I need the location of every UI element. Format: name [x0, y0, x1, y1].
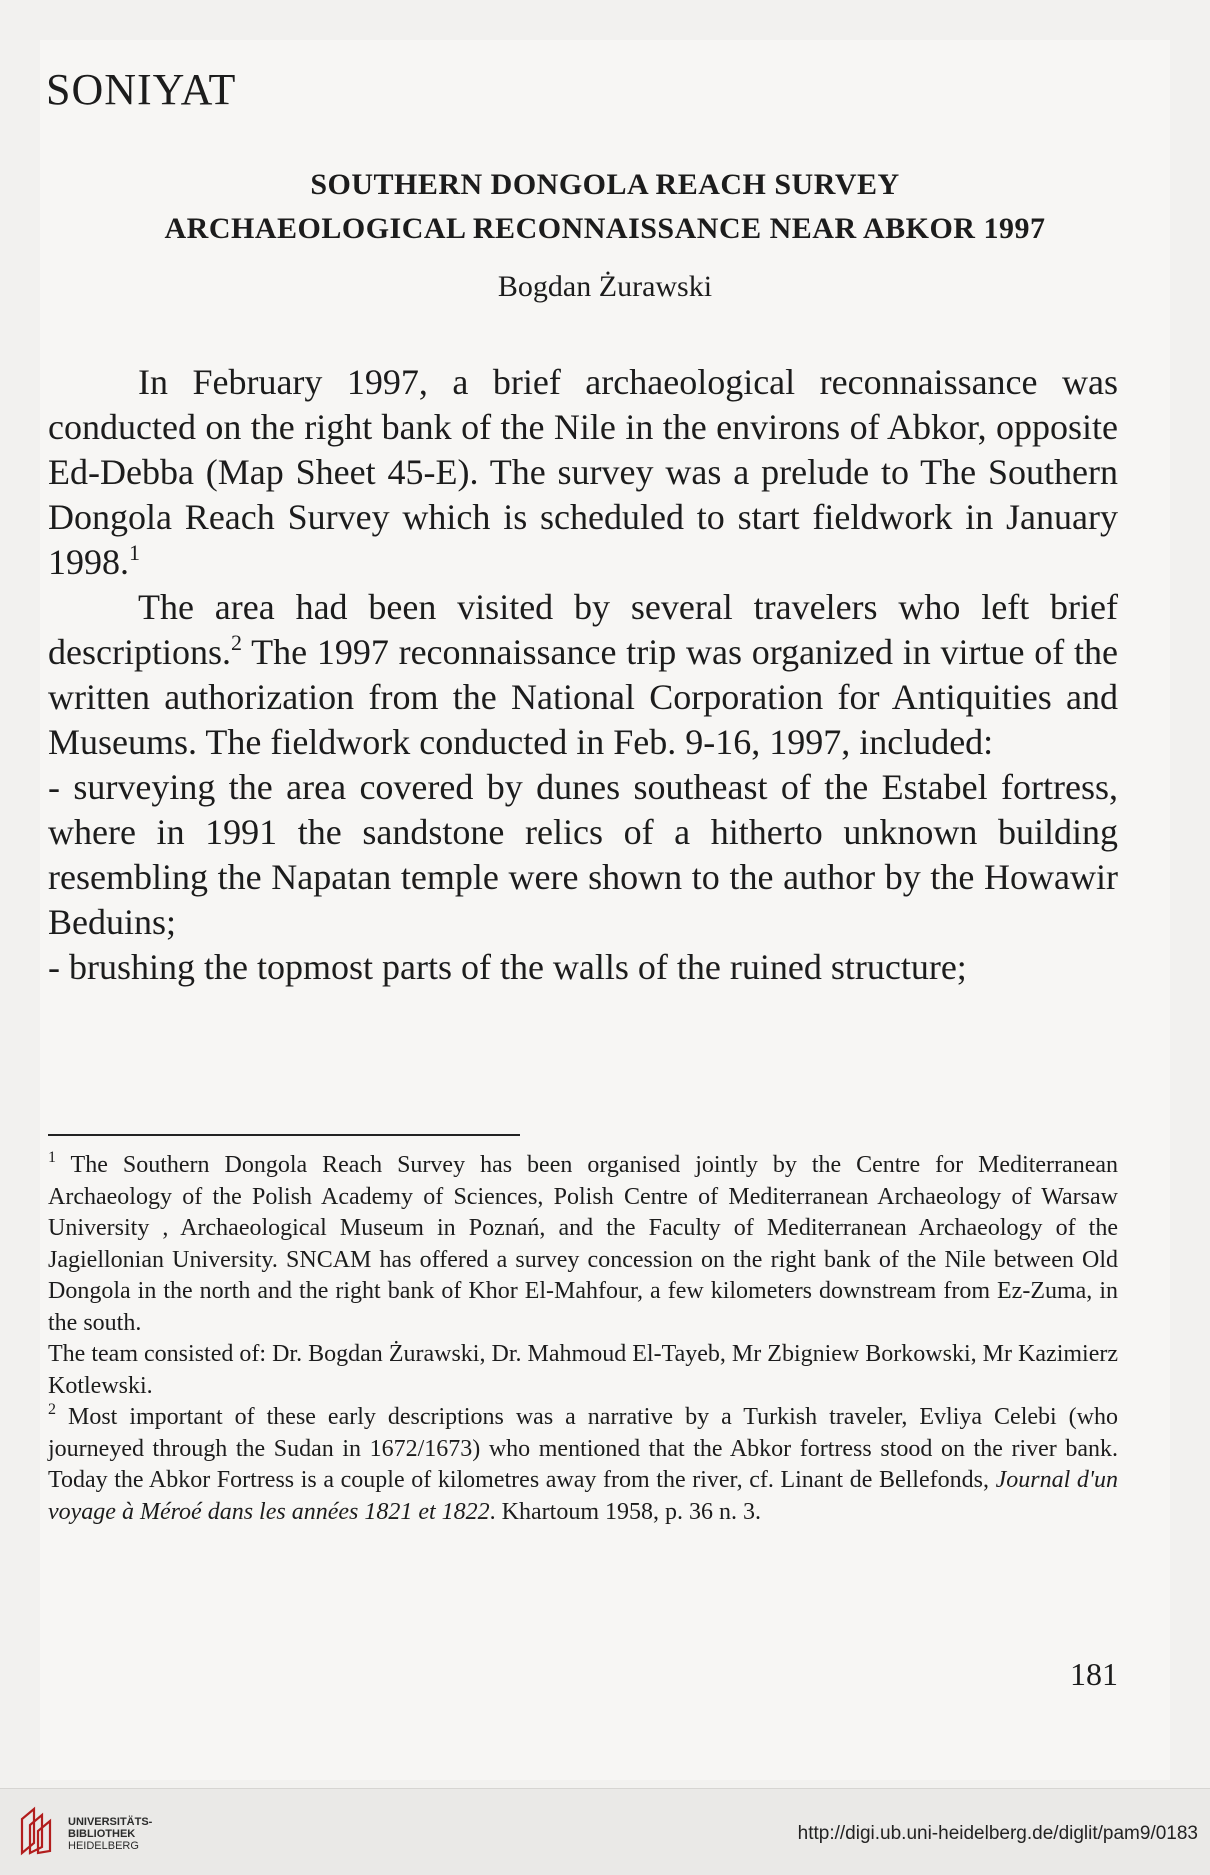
- article-title-line-1: SOUTHERN DONGOLA REACH SURVEY: [310, 168, 900, 201]
- footnote-2-end: . Khartoum 1958, p. 36 n. 3.: [489, 1498, 761, 1525]
- footnote-2: [48, 1402, 1118, 1528]
- library-name: [68, 1816, 152, 1852]
- article-title-line-2: ARCHAEOLOGICAL RECONNAISSANCE NEAR ABKOR 1997: [164, 212, 1046, 245]
- paragraph-2-text-a: The area had been visited by several travelers who left brief descriptions.: [48, 587, 1118, 672]
- paragraph-1-text: In February 1997, a brief archaeological reconnaissance was conducted on the right bank of the Nile in the environs of Abkor, opposite Ed-Debba (Map Sheet 45-E). The survey was a prelude to The Southern Dongola Reach Survey which is scheduled to start fieldwork in January 1998.: [48, 362, 1118, 582]
- library-name-line-2: BIBLIOTHEK: [68, 1828, 136, 1840]
- library-name-line-3: HEIDELBERG: [68, 1840, 139, 1852]
- library-logo-icon[interactable]: [18, 1805, 62, 1857]
- article-body: [48, 360, 1118, 990]
- article-author: Bogdan Żurawski: [497, 270, 713, 303]
- library-footer-bar: [0, 1788, 1210, 1875]
- footnote-ref-1[interactable]: 1: [129, 540, 140, 565]
- list-item: - brushing the topmost parts of the walls of the ruined structure;: [48, 947, 967, 987]
- footnote-divider: [48, 1134, 520, 1136]
- paragraph-1: [48, 360, 1118, 585]
- footnote-1-text: The Southern Dongola Reach Survey has been organised jointly by the Centre for Mediterranean Archaeology of the Polish Academy of Sciences, Polish Centre of Mediterranean Archaeology of Warsaw University , Archaeological Museum in Poznań, and the Faculty of Mediterranean Archaeology of the Jagiellonian University. SNCAM has offered a survey concession on the right bank of the Nile between Old Dongola in the north and the right bank of Khor El-Mahfour, a few kilometers downstream from Ez-Zuma, in the south.: [48, 1152, 1118, 1336]
- footnotes: [48, 1150, 1118, 1528]
- footnote-ref-2[interactable]: 2: [230, 630, 242, 655]
- footnote-2-italic-title: Journal d'un voyage à Méroé dans les années 1821 et 1822: [48, 1467, 1119, 1525]
- library-name-line-1: UNIVERSITÄTS-: [68, 1816, 153, 1828]
- footnote-1-mark: 1: [48, 1149, 56, 1166]
- running-header: SONIYAT: [46, 65, 237, 114]
- paragraph-2-text-b: The 1997 reconnaissance trip was organized in virtue of the written authorization from the National Corporation for Antiquities and Museums. The fieldwork conducted in Feb. 9-16, 1997, included:: [48, 632, 1118, 762]
- footnote-2-text: Most important of these early descriptions was a narrative by a Turkish traveler, Evliya Celebi (who journeyed through the Sudan in 1672/1673) who mentioned that the Abkor fortress stood on the river bank. Today the Abkor Fortress is a couple of kilometres away from the river, cf. Linant de Bellefonds,: [48, 1404, 1118, 1493]
- footnote-2-mark: 2: [48, 1401, 56, 1418]
- permalink-url[interactable]: http://digi.ub.uni-heidelberg.de/diglit/pam9/0183: [797, 1823, 1198, 1844]
- page-number: 181: [1070, 1656, 1118, 1692]
- list-item: - surveying the area covered by dunes southeast of the Estabel fortress, where in 1991 the sandstone relics of a hitherto unknown building resembling the Napatan temple were shown to the author by the Howawir Beduins;: [48, 767, 1118, 942]
- footnote-1-team: The team consisted of: Dr. Bogdan Żurawski, Dr. Mahmoud El-Tayeb, Mr Zbigniew Borkowski, Mr Kazimierz Kotlewski.: [48, 1341, 1118, 1399]
- paragraph-2: [48, 585, 1118, 765]
- footnote-1: [48, 1150, 1118, 1339]
